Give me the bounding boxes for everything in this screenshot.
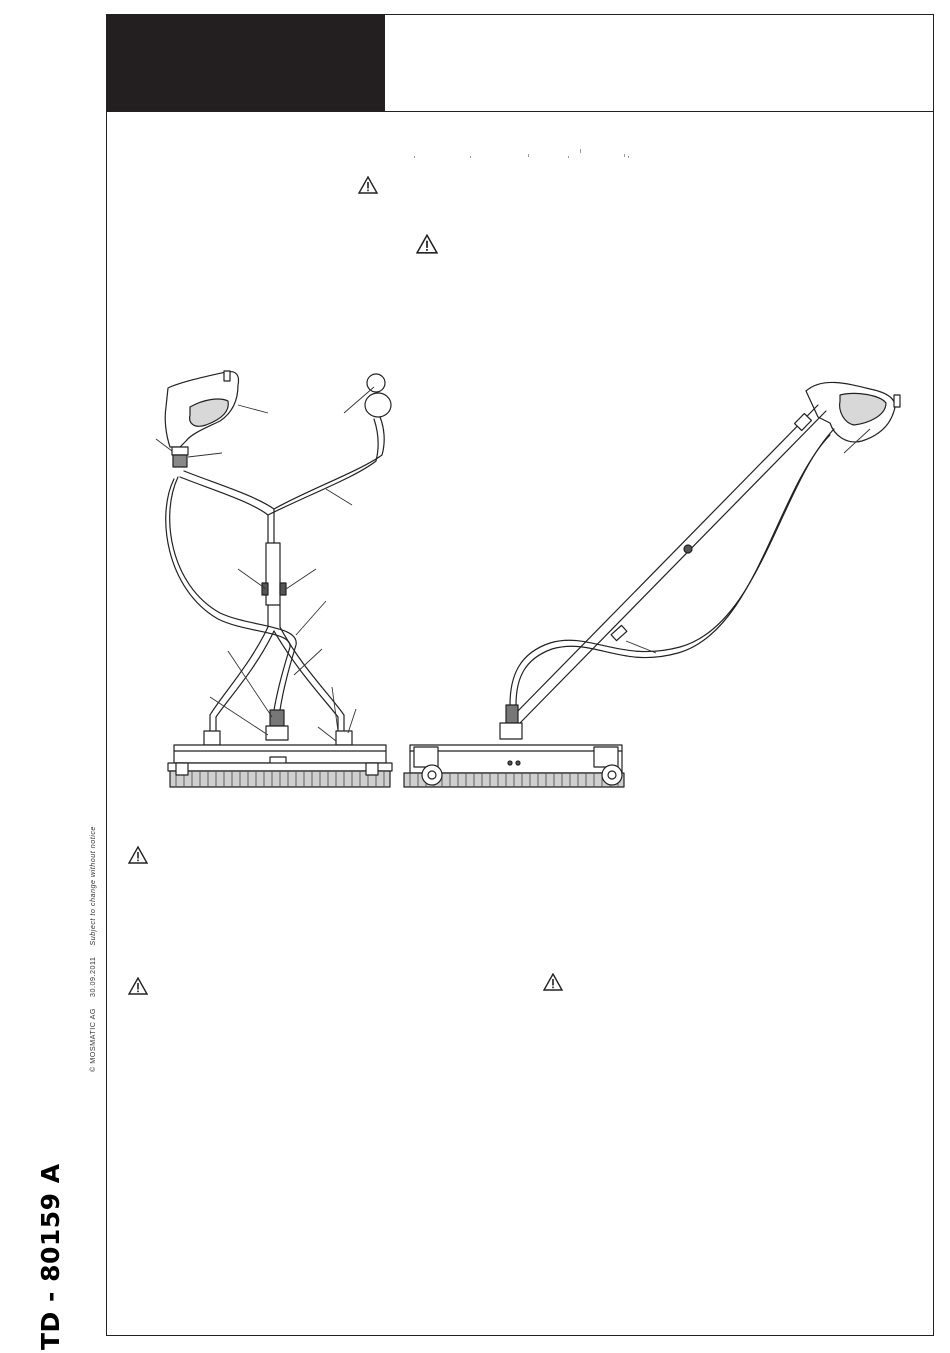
change-notice: Subject to change without notice — [88, 826, 97, 946]
document-date: 30.09.2011 — [88, 956, 97, 998]
copyright-text: © MOSMATIC AG — [88, 1008, 97, 1072]
warning-triangle-icon — [128, 977, 148, 995]
copyright-notice — [88, 826, 97, 1072]
front-view-drawing — [150, 365, 400, 795]
document-code: TD - 80159 A — [36, 1163, 65, 1350]
warning-triangle-icon — [358, 176, 378, 194]
side-view-drawing — [400, 365, 910, 795]
faint-text-specks — [410, 148, 640, 160]
warning-triangle-icon — [543, 973, 563, 991]
warning-triangle-icon — [128, 846, 148, 864]
warning-triangle-icon — [416, 234, 438, 254]
